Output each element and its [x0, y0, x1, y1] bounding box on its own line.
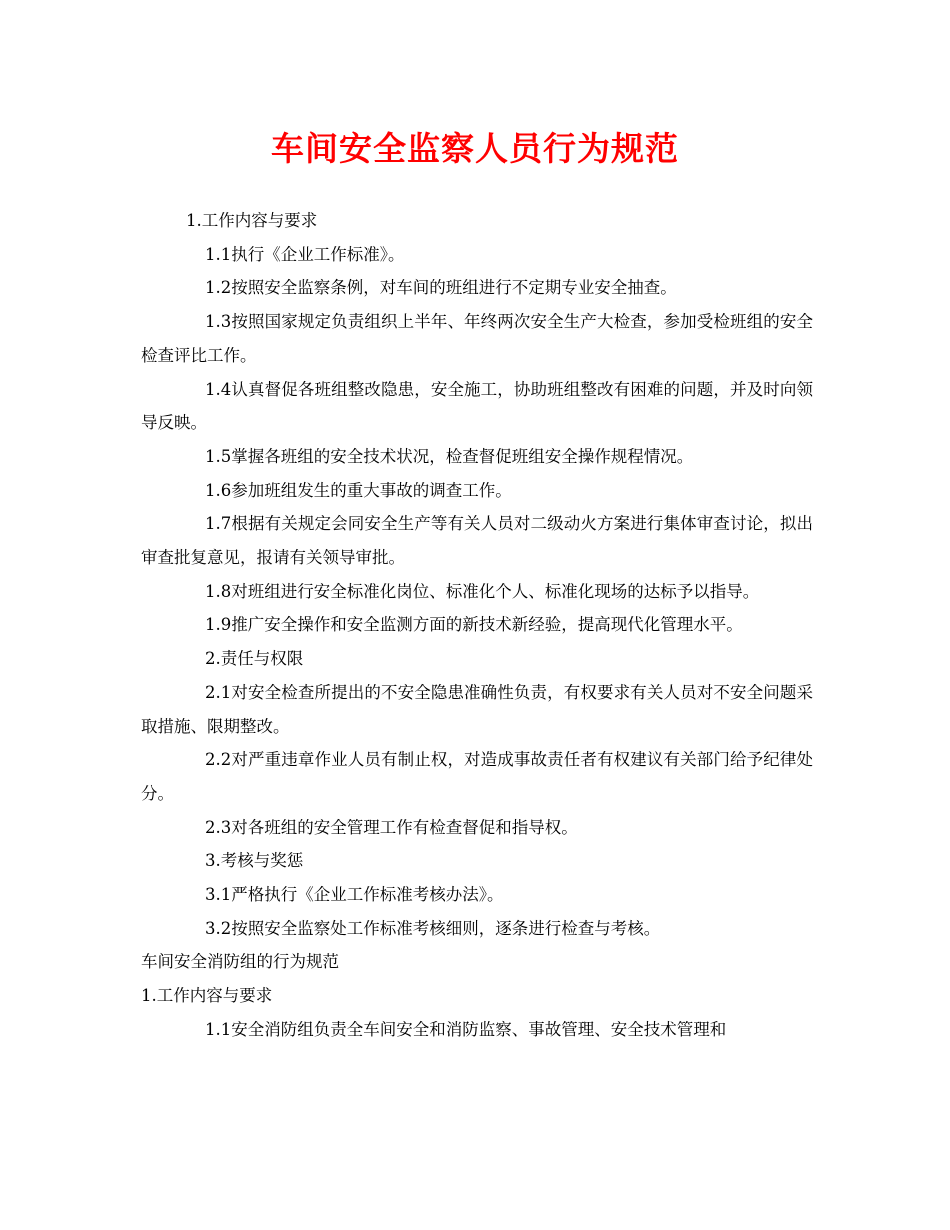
paragraph: 1.9推广安全操作和安全监测方面的新技术新经验，提高现代化管理水平。	[205, 615, 743, 635]
section-heading: 2.责任与权限	[205, 649, 304, 669]
section-heading: 1.工作内容与要求	[141, 986, 273, 1006]
paragraph: 1.2按照安全监察条例，对车间的班组进行不定期专业安全抽查。	[205, 278, 677, 298]
paragraph: 1.5掌握各班组的安全技术状况，检查督促班组安全操作规程情况。	[205, 446, 694, 466]
paragraph: 1.1安全消防组负责全车间安全和消防监察、事故管理、安全技术管理和	[205, 1019, 727, 1039]
paragraph: 1.4认真督促各班组整改隐患，安全施工，协助班组整改有困难的问题，并及时向领导反映。	[141, 379, 813, 433]
document-body	[141, 204, 813, 1047]
section-heading: 3.考核与奖惩	[205, 851, 304, 871]
paragraph: 3.1严格执行《企业工作标准考核办法》。	[205, 885, 504, 905]
paragraph: 2.3对各班组的安全管理工作有检查督促和指导权。	[205, 817, 578, 837]
paragraph: 1.6参加班组发生的重大事故的调查工作。	[205, 480, 512, 500]
section-heading: 1.工作内容与要求	[186, 211, 318, 230]
paragraph: 3.2按照安全监察处工作标准考核细则，逐条进行检查与考核。	[205, 918, 661, 938]
paragraph: 2.1对安全检查所提出的不安全隐患准确性负责，有权要求有关人员对不安全问题采取措施、限期整改。	[141, 682, 813, 736]
paragraph: 2.2对严重违章作业人员有制止权，对造成事故责任者有权建议有关部门给予纪律处分。	[141, 750, 813, 803]
paragraph: 1.1执行《企业工作标准》。	[205, 244, 405, 264]
paragraph: 1.3按照国家规定负责组织上半年、年终两次安全生产大检查，参加受检班组的安全检查评比工作。	[141, 312, 813, 365]
document-title: 车间安全监察人员行为规范	[271, 129, 679, 168]
paragraph: 1.8对班组进行安全标准化岗位、标准化个人、标准化现场的达标予以指导。	[205, 581, 760, 601]
paragraph: 1.7根据有关规定会同安全生产等有关人员对二级动火方案进行集体审查讨论，拟出审查批复意见，报请有关领导审批。	[141, 514, 813, 568]
subsection-title: 车间安全消防组的行为规范	[141, 952, 339, 972]
